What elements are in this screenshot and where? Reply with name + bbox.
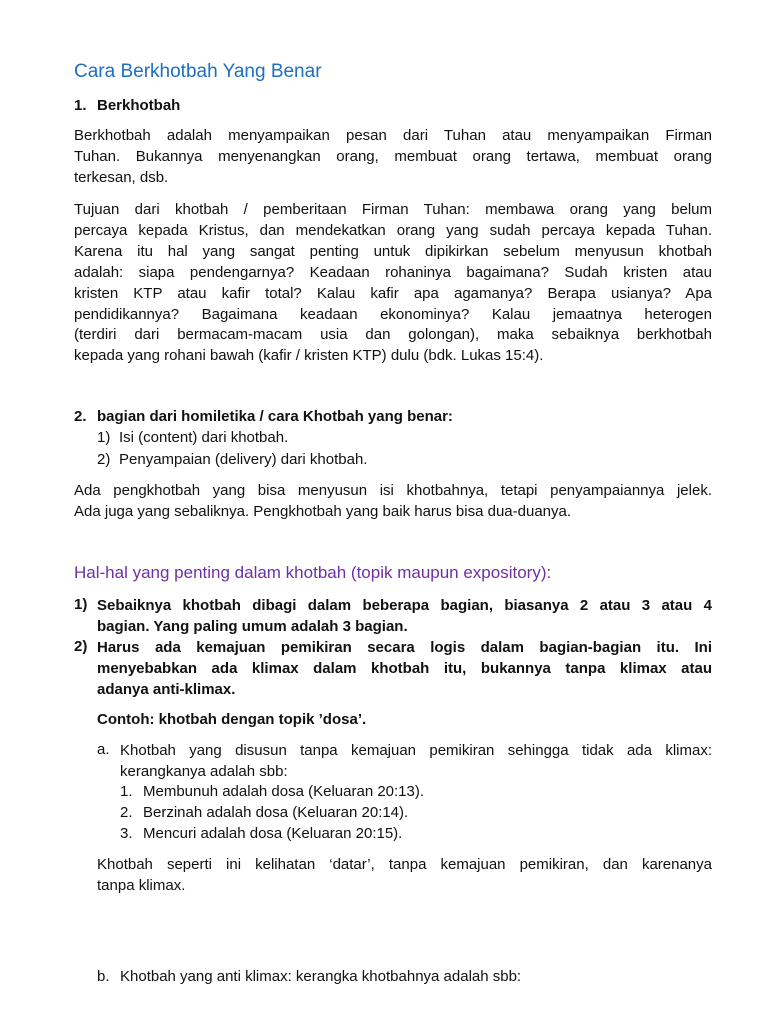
text-line: tanpa klimax. <box>97 876 186 894</box>
text-line: Karena itu hal yang sangat penting untuk dipikirkan sebelum menyusun khotbah <box>74 242 712 260</box>
text-line: bagian. Yang paling umum adalah 3 bagian. <box>97 617 408 635</box>
section-1-heading: Berkhotbah <box>97 97 181 114</box>
text-line: adalah: siapa pendengarnya? Keadaan rohaninya bagaimana? Sudah kristen atau <box>74 263 712 281</box>
text-line: Sebaiknya khotbah dibagi dalam beberapa bagian, biasanya 2 atau 3 atau 4 <box>97 597 712 614</box>
text-line: kerangkanya adalah sbb: <box>120 762 288 780</box>
list-item-text: Mencuri adalah dosa (Keluaran 20:15). <box>143 825 403 842</box>
list-item-number: 1) <box>74 596 88 613</box>
text-line: percaya kepada Kristus, dan mendekatkan orang yang sudah percaya kepada Tuhan. <box>74 221 712 239</box>
section-3-item-2 <box>97 638 712 701</box>
text-line: Tuhan. Bukannya menyenangkan orang, membuat orang tertawa, membuat orang <box>74 147 712 165</box>
list-item-number: 2) <box>74 638 88 655</box>
text-line: (terdiri dari bermacam-macam usia dan golongan), maka sebaiknya berkhotbah <box>74 326 712 344</box>
section-3-item-1 <box>97 596 712 638</box>
list-item-number: 2. <box>120 804 133 821</box>
text-line: Ada juga yang sebaliknya. Pengkhotbah yang baik harus bisa dua-duanya. <box>74 502 572 520</box>
section-2-heading: bagian dari homiletika / cara Khotbah yang benar: <box>97 408 453 425</box>
example-b-letter: b. <box>97 968 110 985</box>
text-line: kristen KTP atau kafir total? Kalau kafir apa agamanya? Berapa usianya? Apa <box>74 284 712 302</box>
section-1-paragraph-1 <box>74 126 712 189</box>
example-a-letter: a. <box>97 741 110 758</box>
section-1-number: 1. <box>74 97 87 114</box>
list-item-number: 2) <box>97 451 111 468</box>
example-a-text <box>120 741 712 783</box>
section-2-number: 2. <box>74 408 87 425</box>
text-line: terkesan, dsb. <box>74 168 169 186</box>
text-line: Ada pengkhotbah yang bisa menyusun isi khotbahnya, tetapi penyampaiannya jelek. <box>74 482 712 499</box>
text-line: pendidikannya? Bagaimana keadaan ekonominya? Kalau jemaatnya heterogen <box>74 305 712 323</box>
list-item-text: Penyampaian (delivery) dari khotbah. <box>119 451 368 468</box>
list-item-number: 1. <box>120 783 133 800</box>
section-3-heading: Hal-hal yang penting dalam khotbah (topik maupun expository): <box>74 563 552 582</box>
page-title: Cara Berkhotbah Yang Benar <box>74 61 322 82</box>
text-line: Khotbah yang disusun tanpa kemajuan pemikiran sehingga tidak ada klimax: <box>120 742 712 759</box>
list-item-text: Isi (content) dari khotbah. <box>119 429 289 446</box>
text-line: kepada yang rohani bawah (kafir / kristen KTP) dulu (bdk. Lukas 15:4). <box>74 347 544 365</box>
example-b-text: Khotbah yang anti klimax: kerangka khotbahnya adalah sbb: <box>120 968 522 985</box>
text-line: adanya anti-klimax. <box>97 680 236 698</box>
example-heading: Contoh: khotbah dengan topik ’dosa’. <box>97 711 367 728</box>
section-2-paragraph <box>74 481 712 523</box>
text-line: menyebabkan ada klimax dalam khotbah itu, bukannya tanpa klimax atau <box>97 659 712 677</box>
list-item-text: Membunuh adalah dosa (Keluaran 20:13). <box>143 783 425 800</box>
text-line: Harus ada kemajuan pemikiran secara logis dalam bagian-bagian itu. Ini <box>97 639 712 656</box>
text-line: Khotbah seperti ini kelihatan ‘datar’, tanpa kemajuan pemikiran, dan karenanya <box>97 856 712 873</box>
list-item-number: 1) <box>97 429 111 446</box>
section-1-paragraph-2 <box>74 200 712 367</box>
text-line: Berkhotbah adalah menyampaikan pesan dari Tuhan atau menyampaikan Firman <box>74 127 712 144</box>
list-item-text: Berzinah adalah dosa (Keluaran 20:14). <box>143 804 409 821</box>
example-a-note <box>97 855 712 897</box>
list-item-number: 3. <box>120 825 133 842</box>
text-line: Tujuan dari khotbah / pemberitaan Firman Tuhan: membawa orang yang belum <box>74 201 712 218</box>
